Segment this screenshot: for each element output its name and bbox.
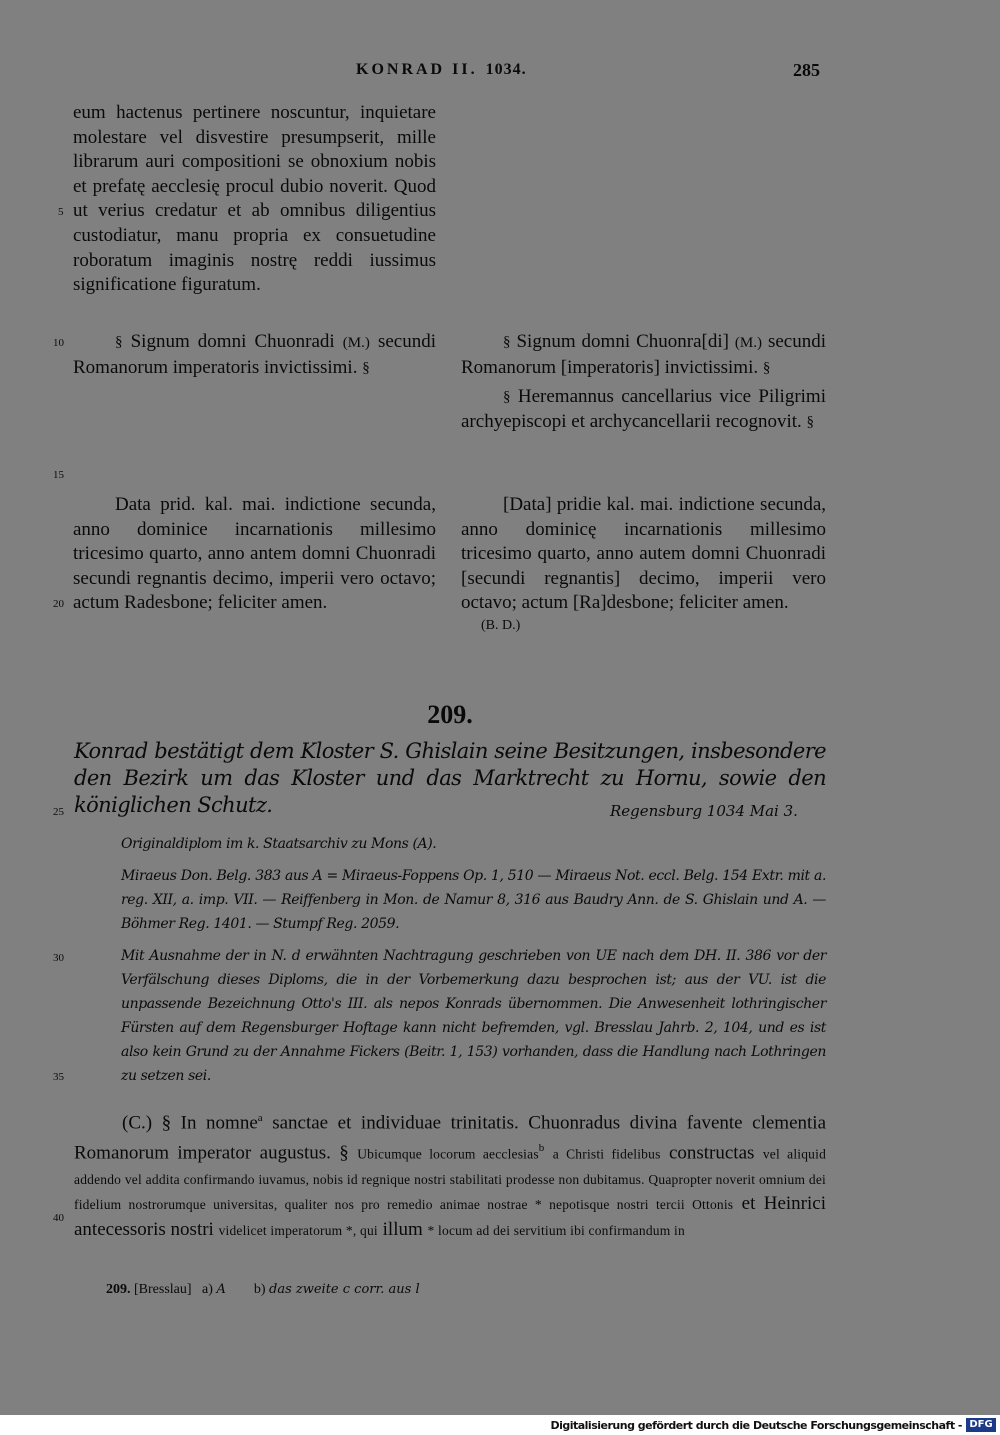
monogram-mark: (M.) <box>734 335 762 351</box>
line-number: 15 <box>53 469 64 481</box>
signum-mark-end: § <box>362 359 370 376</box>
left-column-signum <box>73 330 436 380</box>
signum-mark: § <box>115 334 123 350</box>
signum-text: Signum domni Chuonradi <box>130 331 335 352</box>
tradition-text: Originaldiplom im k. Staatsarchiv zu Mons (A). <box>121 836 437 852</box>
line-number: 40 <box>53 1212 64 1224</box>
signum-rest: secundi Romanorum [imperatoris] invictissimi. <box>461 331 827 378</box>
invocation-start: (C.) § In nomne <box>122 1112 258 1134</box>
recognition-mark-end: § <box>806 413 815 430</box>
digitization-credit: Digitalisierung gefördert durch die Deutsche Forschungsgemeinschaft - <box>550 1419 962 1432</box>
footnote-a-text: A <box>216 1282 226 1297</box>
narratio-large: et Heinrici antecessoris nostri <box>74 1193 826 1240</box>
footnote-editor: [Bresslau] <box>134 1282 192 1297</box>
signum-mark: § <box>503 334 511 350</box>
arenga-large: constructas <box>668 1142 755 1164</box>
line-number: 25 <box>53 806 64 818</box>
line-number: 30 <box>53 952 64 964</box>
intitulatio: sanctae et individuae trinitatis. Chuonradus divina favente clementia Romanorum imperator augustus. § <box>74 1112 826 1164</box>
right-column-data <box>461 493 826 636</box>
footnote-apparatus <box>106 1282 420 1298</box>
footnote-b-text: das zweite c corr. aus l <box>269 1282 420 1297</box>
footnote-b-label: b) <box>253 1282 266 1297</box>
place-date: Regensburg 1034 Mai 3. <box>610 802 798 820</box>
arenga-cont: a Christi fidelibus <box>552 1146 661 1162</box>
line-number: 5 <box>58 206 64 218</box>
recognition-text: Heremannus cancellarius vice Piligrimi archyepiscopi et archycancellarii recognovit. <box>461 386 826 432</box>
footnote-doc-number: 209. <box>106 1282 131 1297</box>
dfg-logo-icon: DFG <box>966 1418 996 1432</box>
dating-paragraph: [Data] pridie kal. mai. indictione secunda, anno dominicę incarnationis millesimo tricesimo quarto, anno autem domni Chuonradi [secundi regnantis] decimo, imperii vero octavo; actum [Ra]desbone; feliciter amen. <box>461 494 826 614</box>
editions-text: Miraeus Don. Belg. 383 aus A = Miraeus-Foppens Op. 1, 510 — Miraeus Not. eccl. Belg. 154 Extr. mit a. reg. XII, a. imp. VII. — Reiffenberg in Mon. de Namur 8, 316 aus Baudry Ann. de S. Ghislain und A. — Böhmer Reg. 1401. — Stumpf Reg. 2059. <box>121 868 826 932</box>
regest: Konrad bestätigt dem Kloster S. Ghislain seine Besitzungen, insbesondere den Bezirk um das Kloster und das Marktrecht zu Hornu, sowie den königlichen Schutz. <box>74 739 826 817</box>
commentary-note <box>121 944 826 1088</box>
arenga-start: Ubicumque locorum aecclesias <box>357 1146 539 1162</box>
footnote-ref-a: a <box>257 1112 263 1124</box>
running-title <box>356 61 527 79</box>
line-number: 20 <box>53 598 64 610</box>
dating-paragraph: Data prid. kal. mai. indictione secunda, anno dominice incarnationis millesimo tricesimo quarto, anno antem domni Chuonradi secundi regnantis decimo, imperii vero octavo; actum Radesbone; feliciter amen. <box>73 494 436 614</box>
line-number: 10 <box>53 337 64 349</box>
narratio-cont: videlicet imperatorum *, qui <box>218 1222 378 1238</box>
continuation-paragraph: eum hactenus pertinere noscuntur, inquietare molestare vel disvestire presumpserit, mille librarum auri compositioni se obnoxium nobis et prefatę aecclesię procul dubio noverit. Quod ut verius credatur et ab omnibus diligentius custodiatur, manu propria ex consuetudine roboratum imaginis nostrę reddi iussimus significatione figuratum. <box>73 102 436 296</box>
running-title-text: KONRAD II. <box>356 61 478 78</box>
monogram-mark: (M.) <box>342 335 370 351</box>
footnote-a-label: a) <box>202 1282 213 1297</box>
left-column-continuation <box>73 101 436 298</box>
signum-paragraph <box>73 330 436 380</box>
editions-note <box>121 864 826 936</box>
signum-text: Signum domni Chuonra[di] <box>516 331 729 352</box>
narratio: vel aliquid addendo vel addita confirmando iuvamus, nobis id regnique nostri stabilitati prodesse non dubitamus. Quapropter noverit omnium dei fidelium nostrorumque universitas, qualiter nos pro remedio animae nostrae * nepotisque nostri tercii Ottonis <box>74 1146 827 1213</box>
source-mark: (B. D.) <box>481 617 521 633</box>
signum-mark-end: § <box>762 359 771 376</box>
commentary-text: Mit Ausnahme der in N. d erwähnten Nachtragung geschrieben von UE nach dem DH. II. 386 vor der Verfälschung dieses Diploms, die in der Vorbemerkung dazu besprochen ist; aus der VU. ist die unpassende Bezeichnung Otto's III. als nepos Konrads übernommen. Die Anwesenheit lothringischer Fürsten auf dem Regensburger Hoftage kann nicht befremden, vgl. Bresslau Jahrb. 2, 104, und es ist also kein Grund zu der Annahme Fickers (Beitr. 1, 153) vorhanden, dass die Handlung nach Lothringen zu setzen sei. <box>121 948 826 1084</box>
running-title-year: 1034. <box>485 61 527 78</box>
charter-paragraph <box>74 1106 826 1243</box>
document-number: 209. <box>427 700 473 729</box>
charter-text <box>74 1106 826 1243</box>
left-column-data <box>73 493 436 616</box>
footnote-ref-b: b <box>538 1141 545 1154</box>
line-number: 35 <box>53 1071 64 1083</box>
recognition-mark: § <box>503 389 511 406</box>
recognition-paragraph <box>461 385 826 434</box>
signum-rest: secundi Romanorum imperatoris invictissimi. <box>73 331 436 378</box>
narratio-large-2: illum <box>382 1218 423 1240</box>
narratio-end: * locum ad dei servitium ibi confirmandum in <box>427 1222 685 1238</box>
page-number: 285 <box>793 60 820 80</box>
right-column-signum <box>461 330 826 434</box>
tradition-note <box>121 832 826 856</box>
signum-paragraph <box>461 330 826 380</box>
